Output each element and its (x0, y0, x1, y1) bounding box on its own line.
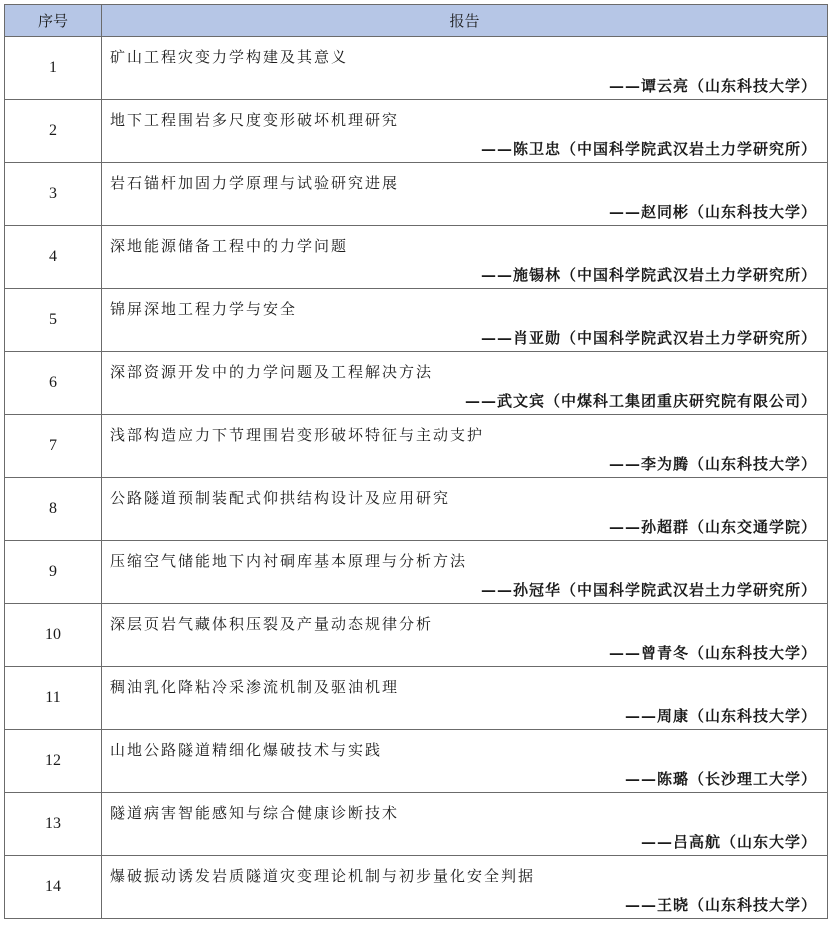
row-number: 4 (5, 226, 102, 289)
report-speaker: ——肖亚勋（中国科学院武汉岩土力学研究所） (480, 329, 817, 347)
report-title: 深部资源开发中的力学问题及工程解决方法 (110, 363, 434, 381)
report-schedule-table (4, 4, 828, 919)
report-title: 隧道病害智能感知与综合健康诊断技术 (110, 804, 400, 822)
table-row (5, 856, 828, 919)
report-cell (102, 478, 828, 541)
report-title: 岩石锚杆加固力学原理与试验研究进展 (110, 174, 400, 192)
report-speaker: ——吕高航（山东大学） (640, 833, 817, 851)
row-number: 6 (5, 352, 102, 415)
table-row (5, 289, 828, 352)
report-cell (102, 226, 828, 289)
report-cell (102, 163, 828, 226)
table-header (5, 5, 828, 37)
row-number: 11 (5, 667, 102, 730)
report-speaker: ——李为腾（山东科技大学） (608, 455, 817, 473)
table-row (5, 100, 828, 163)
report-title: 锦屏深地工程力学与安全 (110, 300, 298, 318)
table-row (5, 730, 828, 793)
row-number: 10 (5, 604, 102, 667)
report-speaker: ——孙冠华（中国科学院武汉岩土力学研究所） (480, 581, 817, 599)
report-cell (102, 100, 828, 163)
row-number: 1 (5, 37, 102, 100)
report-title: 地下工程围岩多尺度变形破坏机理研究 (110, 111, 400, 129)
row-number: 3 (5, 163, 102, 226)
report-speaker: ——周康（山东科技大学） (624, 707, 817, 725)
report-cell (102, 37, 828, 100)
row-number: 5 (5, 289, 102, 352)
table-row (5, 163, 828, 226)
report-cell (102, 730, 828, 793)
report-speaker: ——施锡林（中国科学院武汉岩土力学研究所） (480, 266, 817, 284)
report-speaker: ——王晓（山东科技大学） (624, 896, 817, 914)
table-row (5, 37, 828, 100)
report-title: 公路隧道预制装配式仰拱结构设计及应用研究 (110, 489, 451, 507)
row-number: 2 (5, 100, 102, 163)
report-speaker: ——曾青冬（山东科技大学） (608, 644, 817, 662)
report-cell (102, 289, 828, 352)
row-number: 12 (5, 730, 102, 793)
report-title: 浅部构造应力下节理围岩变形破坏特征与主动支护 (110, 426, 485, 444)
report-speaker: ——陈璐（长沙理工大学） (624, 770, 817, 788)
report-cell (102, 793, 828, 856)
report-title: 深地能源储备工程中的力学问题 (110, 237, 349, 255)
report-speaker: ——孙超群（山东交通学院） (608, 518, 817, 536)
report-title: 矿山工程灾变力学构建及其意义 (110, 48, 349, 66)
report-speaker: ——武文宾（中煤科工集团重庆研究院有限公司） (464, 392, 817, 410)
report-cell (102, 415, 828, 478)
row-number: 8 (5, 478, 102, 541)
table-row (5, 478, 828, 541)
report-cell (102, 667, 828, 730)
report-cell (102, 856, 828, 919)
report-speaker: ——谭云亮（山东科技大学） (608, 77, 817, 95)
report-title: 压缩空气储能地下内衬硐库基本原理与分析方法 (110, 552, 468, 570)
report-title: 山地公路隧道精细化爆破技术与实践 (110, 741, 383, 759)
row-number: 13 (5, 793, 102, 856)
header-report: 报告 (102, 5, 828, 37)
table-row (5, 604, 828, 667)
row-number: 14 (5, 856, 102, 919)
header-serial-number: 序号 (5, 5, 102, 37)
report-speaker: ——陈卫忠（中国科学院武汉岩土力学研究所） (480, 140, 817, 158)
report-title: 稠油乳化降粘冷采渗流机制及驱油机理 (110, 678, 400, 696)
table-row (5, 352, 828, 415)
report-title: 爆破振动诱发岩质隧道灾变理论机制与初步量化安全判据 (110, 867, 536, 885)
report-speaker: ——赵同彬（山东科技大学） (608, 203, 817, 221)
table-row (5, 541, 828, 604)
row-number: 7 (5, 415, 102, 478)
table-row (5, 793, 828, 856)
report-title: 深层页岩气藏体积压裂及产量动态规律分析 (110, 615, 434, 633)
table-row (5, 415, 828, 478)
table-body (5, 37, 828, 919)
row-number: 9 (5, 541, 102, 604)
report-cell (102, 541, 828, 604)
header-row (5, 5, 828, 37)
report-cell (102, 352, 828, 415)
table-row (5, 226, 828, 289)
report-cell (102, 604, 828, 667)
table-row (5, 667, 828, 730)
